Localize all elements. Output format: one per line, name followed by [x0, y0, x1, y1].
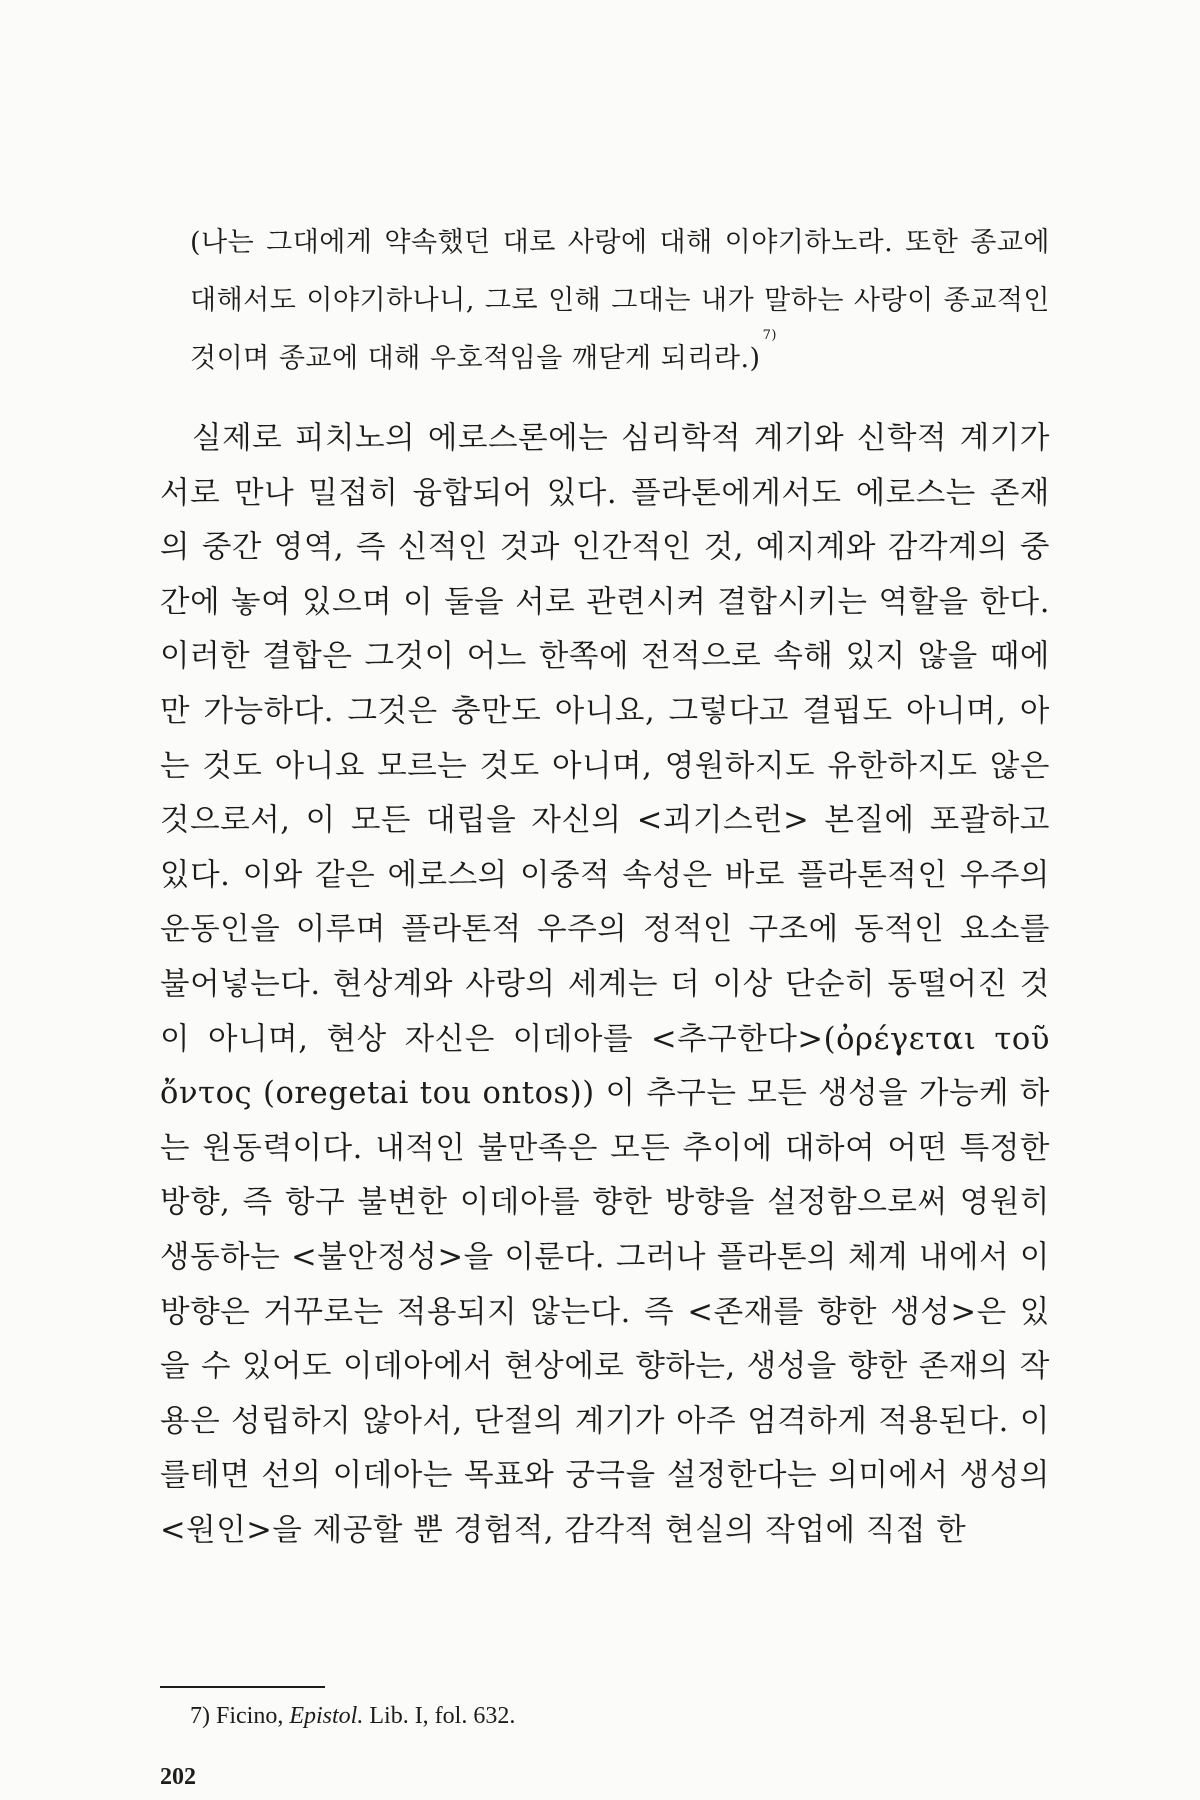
block-quote: [190, 214, 1050, 388]
quote-text: (나는 그대에게 약속했던 대로 사랑에 대해 이야기하노라. 또한 종교에 대해서도 이야기하나니, 그로 인해 그대는 내가 말하는 사랑이 종교적인 것이며 종교에 대해 우호적임을 깨닫게 되리라.): [190, 227, 1050, 374]
footnote-author: Ficino,: [216, 1703, 284, 1729]
page-number: 202: [160, 1764, 196, 1790]
footnote-reference: 7): [762, 328, 777, 343]
body-paragraph: 실제로 피치노의 에로스론에는 심리학적 계기와 신학적 계기가 서로 만나 밀접히 융합되어 있다. 플라톤에게서도 에로스는 존재의 중간 영역, 즉 신적인 것과 인간적인 것, 예지계와 감각계의 중간에 놓여 있으며 이 둘을 서로 관련시켜 결합시키는 역할을 한다. 이러한 결합은 그것이 어느 한쪽에 전적으로 속해 있지 않을 때에만 가능하다. 그것은 충만도 아니요, 그렇다고 결핍도 아니며, 아는 것도 아니요 모르는 것도 아니며, 영원하지도 유한하지도 않은 것으로서, 이 모든 대립을 자신의 <괴기스런> 본질에 포괄하고 있다. 이와 같은 에로스의 이중적 속성은 바로 플라톤적인 우주의 운동인을 이루며 플라톤적 우주의 정적인 구조에 동적인 요소를 불어넣는다. 현상계와 사랑의 세계는 더 이상 단순히 동떨어진 것이 아니며, 현상 자신은 이데아를 <추구한다>(ὀρέγεται τοῦ ὄντος (oregetai tou ontos)) 이 추구는 모든 생성을 가능케 하는 원동력이다. 내적인 불만족은 모든 추이에 대하여 어떤 특정한 방향, 즉 항구 불변한 이데아를 향한 방향을 설정함으로써 영원히 생동하는 <불안정성>을 이룬다. 그러나 플라톤의 체계 내에서 이 방향은 거꾸로는 적용되지 않는다. 즉 <존재를 향한 생성>은 있을 수 있어도 이데아에서 현상에로 향하는, 생성을 향한 존재의 작용은 성립하지 않아서, 단절의 계기가 아주 엄격하게 적용된다. 이를테면 선의 이데아는 목표와 궁극을 설정한다는 의미에서 생성의 <원인>을 제공할 뿐 경험적, 감각적 현실의 작업에 직접 한: [160, 421, 1050, 1548]
footnote-work-title: Epistol.: [289, 1703, 364, 1729]
footnote: [190, 1700, 515, 1732]
footnote-divider: [160, 1686, 325, 1688]
footnote-location: Lib. I, fol. 632.: [369, 1703, 516, 1729]
footnote-number: 7): [190, 1703, 210, 1729]
